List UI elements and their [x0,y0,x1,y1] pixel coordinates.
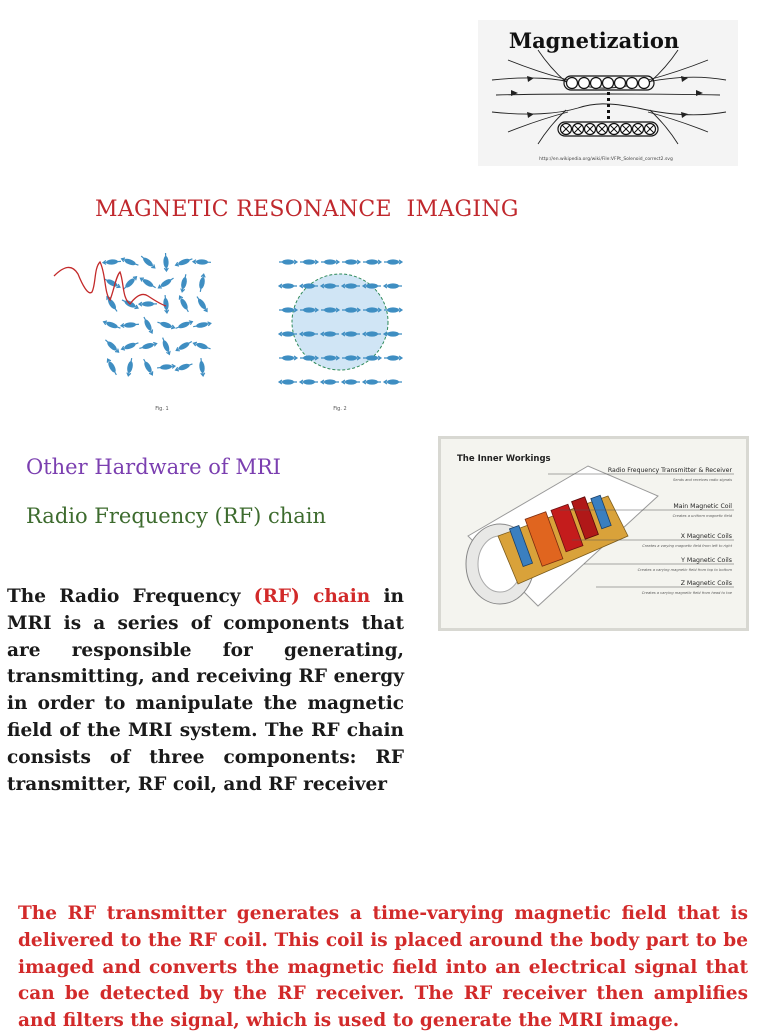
spin-marker [279,307,297,312]
coil-bottom [558,122,658,136]
spin-marker [105,358,118,376]
inner-workings-title: The Inner Workings [457,454,551,464]
magnetization-source-url: http://en.wikipedia.org/wiki/File:VFPt_Solenoid_correct2.svg [539,157,673,162]
coil-center-marks [607,92,610,119]
inner-label-desc: Creates a uniform magnetic field [672,514,732,518]
spin-marker [363,283,381,288]
spin-marker [363,379,381,384]
spin-marker [175,339,193,353]
spin-marker [384,379,402,384]
spin-marker [122,275,139,291]
spin-marker [177,295,190,313]
spin-marker [384,355,402,360]
rf-chain-highlight: (RF) chain [253,586,371,607]
spin-marker [160,337,172,356]
spin-marker [193,259,211,265]
spin-marker [195,295,209,313]
inner-label-desc: Sends and receives radio signals [673,478,732,482]
spin-marker [342,379,360,384]
paragraph1-text-end: in MRI is a series of components that are responsible for generating, transmitting, and receiving RF energy in order to manipulate the magnetic field of the MRI system. The RF chain consists of three components: RF transmitter, RF coil, and RF receiver [7,586,404,795]
spin-marker [279,283,297,288]
spin-marker [103,259,121,265]
spin-marker [104,338,121,354]
inner-label-name: X Magnetic Coils [680,533,732,540]
fig1-caption: Fig. 1 [155,406,169,412]
spin-marker [121,256,140,267]
coil-top [564,76,654,90]
spin-marker [103,319,122,330]
inner-label-name: Y Magnetic Coils [681,557,732,564]
spin-marker [198,358,205,376]
spin-marker [193,341,212,352]
inner-label-name: Z Magnetic Coils [680,580,732,587]
page-title: MAGNETIC RESONANCE IMAGING [95,197,519,222]
spin-marker [157,320,176,331]
spin-marker [279,259,297,264]
spin-marker [141,358,154,376]
spin-marker [342,259,360,264]
rf-chain-heading: Radio Frequency (RF) chain [26,504,327,528]
spin-marker [162,295,169,313]
spin-marker [157,276,175,290]
inner-label-name: Main Magnetic Coil [673,503,732,510]
spin-marker [105,295,119,313]
spin-marker [121,322,139,329]
spin-marker [139,276,157,290]
magnetization-figure [478,20,738,166]
inner-label-desc: Creates a varying magnetic field from top to bottom [637,568,732,572]
spin-marker [140,254,157,270]
spin-marker [126,358,135,377]
spin-marker [300,259,318,264]
spin-marker [142,316,155,334]
spin-marker [300,379,318,384]
spin-marker [300,355,318,360]
spin-marker [157,363,175,370]
spin-marker [175,256,194,267]
spin-alignment-figures [50,248,420,418]
spin-marker [384,259,402,264]
spin-marker [163,253,169,271]
fig2-caption: Fig. 2 [333,406,347,412]
spin-marker [384,283,402,288]
spin-marker [193,321,212,330]
spin-marker [384,331,402,336]
rf-chain-paragraph [7,584,404,798]
magnetization-title: Magnetization [508,28,680,53]
spin-marker [139,341,158,351]
spin-grid-aligned-group [279,259,402,384]
spin-marker [321,259,339,264]
other-hardware-heading: Other Hardware of MRI [26,455,281,479]
spin-marker [175,319,194,331]
rf-transmitter-paragraph: The RF transmitter generates a time-varying magnetic field that is delivered to the RF coil. This coil is placed around the body part to be imaged and converts the magnetic field into an electrical signal that can be detected by the RF receiver. The RF receiver then amplifies and filters the signal, which is used to generate the MRI image. [18,903,748,1032]
spin-marker [363,259,381,264]
spin-marker [139,301,157,307]
inner-workings-figure [438,436,749,631]
spin-marker [321,379,339,384]
spin-grid-random [103,253,212,376]
spin-marker [121,340,140,351]
spin-marker [180,274,189,293]
paragraph1-text-start: The Radio Frequency [7,586,254,607]
inner-label-desc: Creates a varying magnetic field from left to right [642,544,732,548]
spin-marker [279,355,297,360]
spin-marker [279,379,297,384]
inner-label-name: Radio Frequency Transmitter & Receiver [607,467,732,474]
spin-marker [198,274,207,293]
spin-marker [175,361,194,372]
inner-label-desc: Creates a varying magnetic field from head to toe [641,591,732,595]
